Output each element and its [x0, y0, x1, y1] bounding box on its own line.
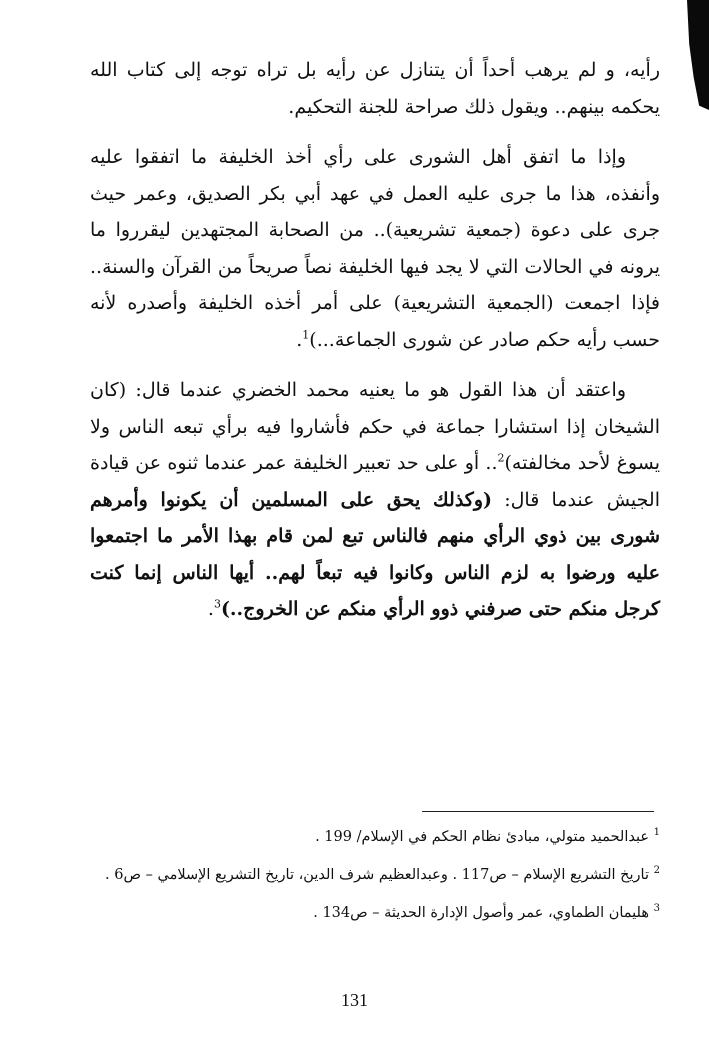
paragraph-3-end: .	[207, 598, 214, 620]
paragraph-2	[90, 139, 660, 358]
footnote-2-number: 2	[653, 865, 660, 877]
page-body	[90, 52, 660, 628]
footnote-1-text: عبدالحميد متولي، مبادئ نظام الحكم في الإسلام/ 199 .	[315, 829, 650, 845]
footnote-3	[90, 898, 660, 928]
footnote-2-text: تاريخ التشريع الإسلام – ص117 . وعبدالعظيم شرف الدين، تاريخ التشريع الإسلامي – ص6 .	[105, 867, 650, 883]
page-number: 131	[341, 990, 368, 1010]
paragraph-3	[90, 372, 660, 628]
paragraph-2-end: .	[296, 328, 303, 351]
footnote-1-number: 1	[653, 827, 660, 839]
footnote-3-text: هليمان الطماوي، عمر وأصول الإدارة الحديثة – ص134 .	[313, 905, 650, 921]
paragraph-1-text: رأيه، و لم يرهب أحداً أن يتنازل عن رأيه بل تراه توجه إلى كتاب الله يحكمه بينهم.. ويقول ذلك صراحة للجنة التحكيم.	[90, 59, 660, 118]
paragraph-3-bold-quote: (وكذلك يحق على المسلمين أن يكونوا وأمرهم شورى بين ذوي الرأي منهم فالناس تبع لمن قام بهذا الأمر ما اجتمعوا عليه ورضوا به لزم الناس وكانوا فيه تبعاً لهم.. أيها الناس إنما كنت كرجل منكم حتى صرفني ذوو الرأي منكم عن الخروج..)	[90, 488, 660, 620]
footnote-ref-2[interactable]: 2	[497, 451, 505, 465]
footnote-2	[90, 860, 660, 890]
footnote-3-number: 3	[653, 903, 660, 915]
paragraph-1	[90, 52, 660, 125]
paragraph-2-text: وإذا ما اتفق أهل الشورى على رأي أخذ الخليفة ما اتفقوا عليه وأنفذه، هذا ما جرى عليه العمل في عهد أبي بكر الصديق، وعمر حيث جرى على دعوة (جمعية تشريعية).. من الصحابة المجتهدين ليقرروا ما يرونه في الحالات التي لا يجد فيها الخليفة نصاً صريحاً من القرآن والسنة.. فإذا اجمعت (الجمعية التشريعية) على أمر أخذه الخليفة وأصدره لأنه حسب رأيه حكم صادر عن شورى الجماعة...)	[90, 146, 660, 351]
paragraph-3-text: واعتقد أن هذا القول هو ما يعنيه محمد الخضري عندما قال: (كان الشيخان إذا استشارا جماعة في حكم فأشاروا فيه برأي تبعه الناس ولا يسوغ لأحد مخالفته)	[90, 379, 660, 474]
footnote-ref-1[interactable]: 1	[302, 328, 310, 342]
footnotes	[90, 822, 660, 936]
scan-edge-shadow	[687, 0, 709, 110]
paragraph-3-text-continued: .. أو على حد تعبير الخليفة عمر عندما ثنوه عن قيادة الجيش عندما قال:	[90, 452, 660, 511]
footnote-1	[90, 822, 660, 852]
footnote-ref-3[interactable]: 3	[213, 597, 221, 611]
footnote-separator	[422, 811, 654, 812]
